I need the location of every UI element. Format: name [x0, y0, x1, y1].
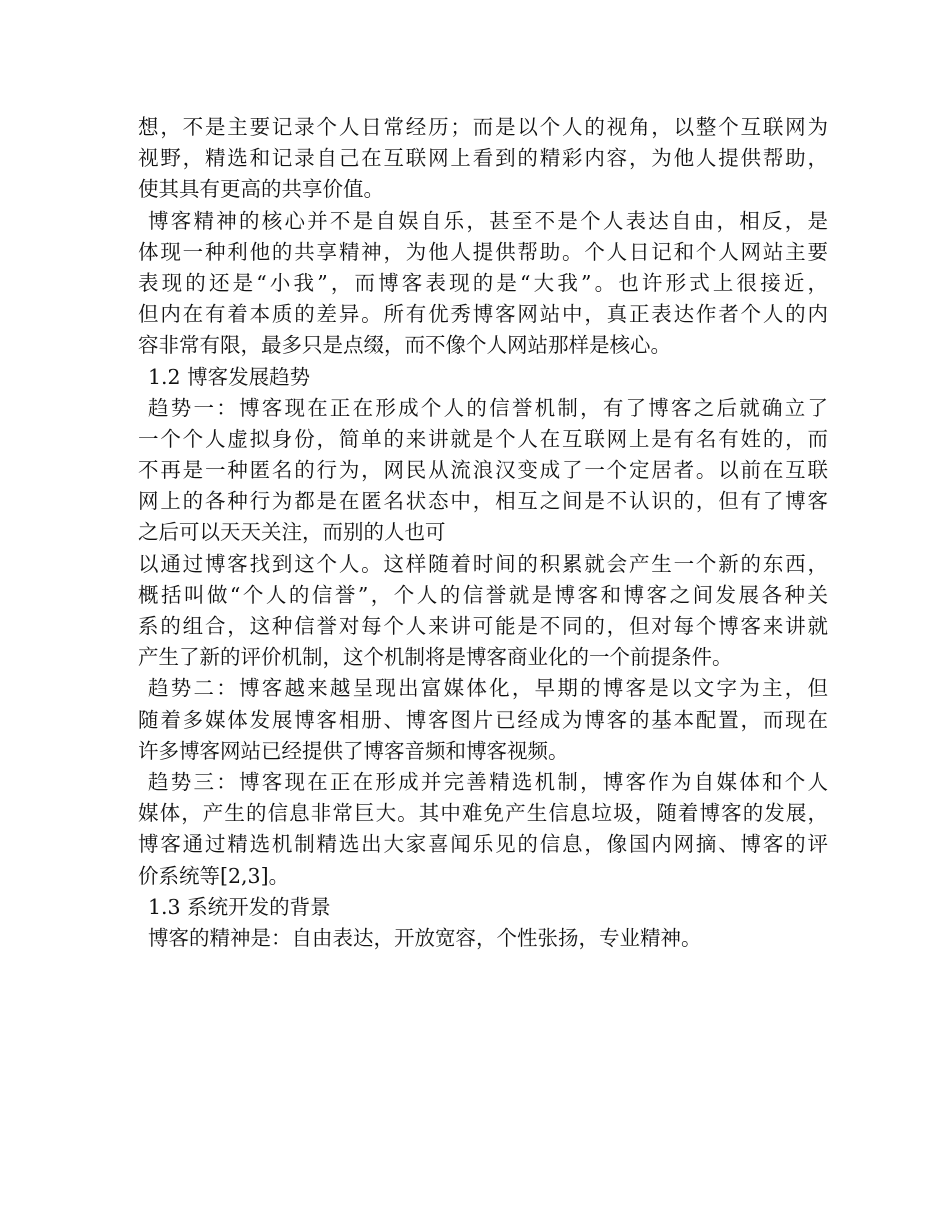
section-heading-1-3: 1.3 系统开发的背景 — [148, 894, 331, 919]
paragraph-first-line: 博客精神的核心并不是自娱自乐，甚至不是个人表达自由，相反，是 — [148, 208, 828, 233]
text-line: 体现一种利他的共享精神，为他人提供帮助。个人日记和个人网站主要 — [138, 239, 828, 264]
text-line: 随着多媒体发展博客相册、博客图片已经成为博客的基本配置，而现在 — [138, 707, 828, 732]
text-line: 表现的还是“小我”，而博客表现的是“大我”。也许形式上很接近， — [138, 270, 828, 295]
text-line: 系的组合，这种信誉对每个人来讲可能是不同的，但对每个博客来讲就 — [138, 614, 828, 638]
text-line: 以通过博客找到这个人。这样随着时间的积累就会产生一个新的东西， — [138, 551, 828, 576]
paragraph-first-line: 趋势二：博客越来越呈现出富媒体化，早期的博客是以文字为主，但 — [148, 676, 828, 701]
text-line: 价系统等[2,3]。 — [138, 863, 290, 888]
text-line: 产生了新的评价机制，这个机制将是博客商业化的一个前提条件。 — [138, 645, 733, 670]
paragraph-first-line: 博客的精神是：自由表达，开放宽容，个性张扬，专业精神。 — [148, 925, 702, 950]
paragraph-first-line: 趋势三：博客现在正在形成并完善精选机制，博客作为自媒体和个人 — [148, 769, 828, 794]
text-line: 概括叫做“个人的信誉”，个人的信誉就是博客和博客之间发展各种关 — [138, 582, 828, 607]
text-line: 使其具有更高的共享价值。 — [138, 177, 384, 202]
section-heading-1-2: 1.2 博客发展趋势 — [148, 364, 311, 389]
paragraph-first-line: 趋势一：博客现在正在形成个人的信誉机制，有了博客之后就确立了 — [148, 395, 828, 420]
text-line: 视野，精选和记录自己在互联网上看到的精彩内容，为他人提供帮助， — [138, 146, 828, 171]
document-body — [138, 112, 828, 954]
text-line: 之后可以天天关注，而别的人也可 — [138, 520, 446, 545]
text-line: 想，不是主要记录个人日常经历；而是以个人的视角，以整个互联网为 — [138, 115, 828, 139]
text-line: 网上的各种行为都是在匿名状态中，相互之间是不认识的，但有了博客 — [138, 489, 828, 514]
text-line: 一个个人虚拟身份，简单的来讲就是个人在互联网上是有名有姓的，而 — [138, 426, 828, 451]
text-line: 博客通过精选机制精选出大家喜闻乐见的信息，像国内网摘、博客的评 — [138, 832, 828, 857]
text-line: 媒体，产生的信息非常巨大。其中难免产生信息垃圾，随着博客的发展， — [138, 801, 828, 826]
text-line: 许多博客网站已经提供了博客音频和博客视频。 — [138, 738, 569, 763]
text-line: 容非常有限，最多只是点缀，而不像个人网站那样是核心。 — [138, 333, 671, 358]
text-line: 不再是一种匿名的行为，网民从流浪汉变成了一个定居者。以前在互联 — [138, 458, 828, 483]
text-line: 但内在有着本质的差异。所有优秀博客网站中，真正表达作者个人的内 — [138, 302, 828, 327]
